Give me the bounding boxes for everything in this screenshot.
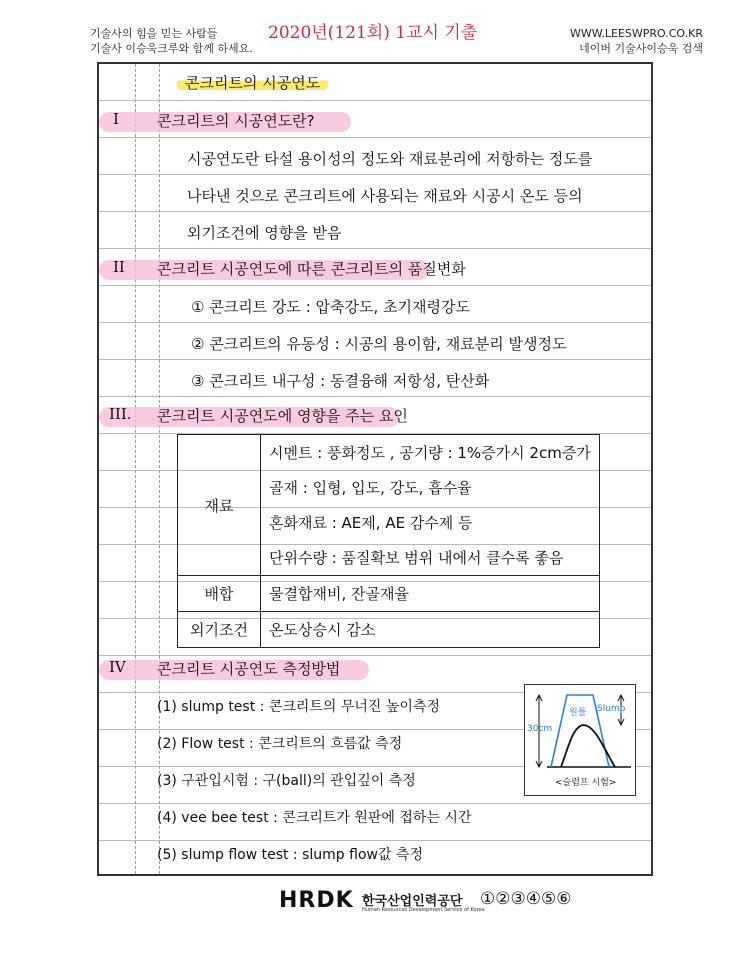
figure-height-label: 30cm [527, 724, 553, 734]
section-4-item-4: (4) vee bee test : 콘크리트가 원판에 접하는 시간 [157, 810, 472, 826]
header-left-line1: 기술사의 힘을 믿는 사람들 [90, 27, 218, 40]
section-4-item-3: (3) 구관입시험 : 구(ball)의 관입깊이 측정 [157, 773, 416, 789]
figure-slump-label: Slump [597, 704, 626, 714]
header-right [570, 26, 703, 56]
section-2-heading: 콘크리트 시공연도에 따른 콘크리트의 품질변화 [157, 260, 466, 278]
env-value: 온도상승시 감소 [261, 612, 600, 648]
section-1-line-1: 시공연도란 타설 용이성의 정도와 재료분리에 저항하는 정도를 [187, 150, 593, 168]
section-2-number: II [113, 258, 125, 276]
section-4-heading: 콘크리트 시공연도 측정방법 [157, 660, 341, 678]
slump-diagram [525, 685, 635, 795]
footer-organization-english: Human Resources Development Service of Korea [362, 907, 485, 913]
figure-caption: <슬럼프 시험> [555, 778, 617, 788]
section-3-heading: 콘크리트 시공연도에 영향을 주는 요인 [157, 407, 408, 425]
material-admixture: 혼화재료 : AE제, AE 감수제 등 [261, 505, 600, 540]
notebook-page [97, 62, 653, 876]
mix-label: 배합 [178, 576, 261, 612]
section-1-line-3: 외기조건에 영향을 받음 [187, 224, 342, 242]
hrdk-logo: HRDK [279, 888, 354, 913]
footer-organization: 한국산업인력공단 [362, 894, 463, 909]
header-exam-title: 2020년(121회) 1교시 기출 [268, 23, 478, 43]
header-left-line2: 기술사 이승욱크루와 함께 하세요. [90, 42, 253, 55]
section-1-number: I [113, 110, 119, 128]
material-label: 재료 [178, 435, 261, 576]
header-left [90, 26, 253, 56]
table-row [178, 576, 600, 612]
mix-value: 물결합재비, 잔골재율 [261, 576, 600, 612]
section-2-item-2: ② 콘크리트의 유동성 : 시공의 용이함, 재료분리 발생정도 [191, 335, 567, 353]
section-1-heading: 콘크리트의 시공연도란? [157, 112, 315, 130]
footer-period-numbers: ①②③④⑤⑥ [480, 889, 572, 909]
section-4-number: IV [109, 658, 126, 676]
section-4-item-1: (1) slump test : 콘크리트의 무너진 높이측정 [157, 699, 441, 715]
factors-table [177, 434, 600, 648]
section-4-item-2: (2) Flow test : 콘크리트의 흐름값 측정 [157, 736, 403, 752]
material-cement: 시멘트 : 풍화정도 , 공기량 : 1%증가시 2cm증가 [261, 435, 600, 471]
material-water: 단위수량 : 품질확보 범위 내에서 클수록 좋음 [261, 540, 600, 576]
section-3-number: III. [109, 405, 132, 423]
table-row [178, 612, 600, 648]
section-2-item-3: ③ 콘크리트 내구성 : 동결융해 저항성, 탄산화 [191, 372, 490, 390]
env-label: 외기조건 [178, 612, 261, 648]
section-1-line-2: 나타낸 것으로 콘크리트에 사용되는 재료와 시공시 온도 등의 [187, 187, 583, 205]
material-aggregate: 골재 : 입형, 입도, 강도, 흡수율 [261, 470, 600, 505]
section-2-item-1: ① 콘크리트 강도 : 압축강도, 초기재령강도 [191, 298, 470, 316]
page-title: 콘크리트의 시공연도 [177, 72, 328, 93]
margin-line-1 [135, 64, 136, 874]
table-row [178, 435, 600, 471]
header-search-hint: 네이버 기술사이승욱 검색 [579, 42, 703, 55]
header-website: WWW.LEESWPRO.CO.KR [570, 27, 703, 40]
section-4-item-5: (5) slump flow test : slump flow값 측정 [157, 847, 423, 863]
slump-test-figure [524, 684, 636, 796]
figure-cone-label: 원틀 [569, 708, 587, 718]
